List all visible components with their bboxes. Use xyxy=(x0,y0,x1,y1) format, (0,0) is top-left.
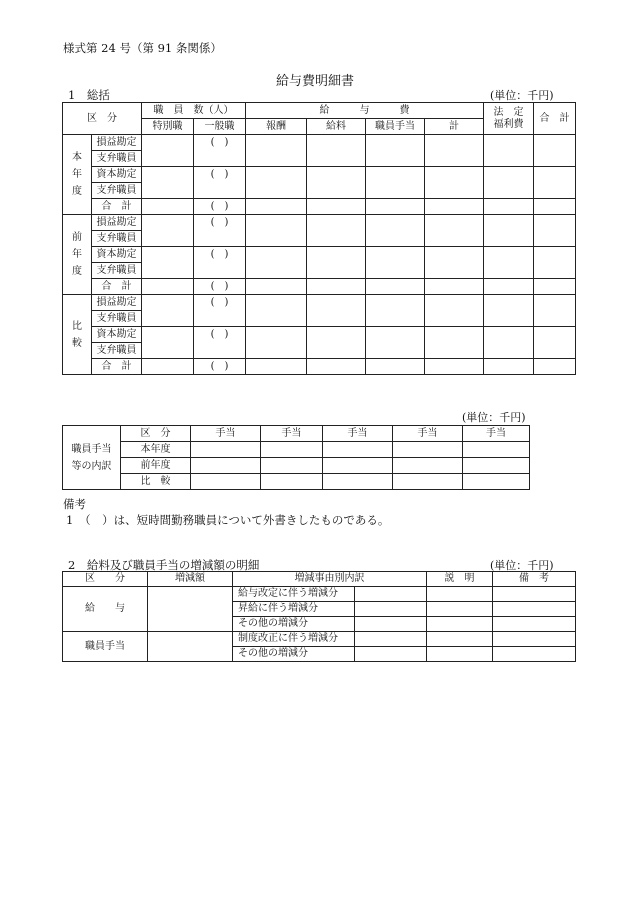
table-cell xyxy=(493,647,576,662)
table-cell xyxy=(493,587,576,602)
table-cell xyxy=(246,199,307,215)
s2-header-jiyu: 増減事由別内訳 xyxy=(233,572,427,587)
table-cell xyxy=(307,359,366,375)
table-cell xyxy=(484,359,534,375)
table-cell xyxy=(307,279,366,295)
allowance-unit: (単位：千円) xyxy=(462,411,526,424)
row-label: 資本勘定 xyxy=(92,167,142,183)
table-cell xyxy=(484,279,534,295)
table-cell xyxy=(393,458,463,474)
allowance-row-label: 本年度 xyxy=(121,442,191,458)
table-cell xyxy=(246,215,307,247)
table-cell xyxy=(425,215,484,247)
table-cell xyxy=(425,359,484,375)
row-label: 支弁職員 xyxy=(92,343,142,359)
table-cell xyxy=(534,135,576,167)
s2-kyuyo-label: 給 与 xyxy=(63,587,148,632)
table-cell xyxy=(534,167,576,199)
row-label: 損益勘定 xyxy=(92,135,142,151)
table-cell xyxy=(534,247,576,279)
allowance-col-4: 手当 xyxy=(393,426,463,442)
table-cell xyxy=(355,587,427,602)
table-cell xyxy=(142,167,194,199)
table-cell xyxy=(366,167,425,199)
table-cell xyxy=(142,247,194,279)
row-label: 支弁職員 xyxy=(92,263,142,279)
table-cell xyxy=(425,279,484,295)
table-cell xyxy=(355,647,427,662)
header-houtei-fukurihi: 法 定 福利費 xyxy=(484,103,534,135)
table-cell xyxy=(355,617,427,632)
row-label: 資本勘定 xyxy=(92,327,142,343)
s2-header-setsumei: 説 明 xyxy=(427,572,493,587)
table-cell xyxy=(307,135,366,167)
table-cell xyxy=(191,458,261,474)
header-staff-count: 職 員 数（人） xyxy=(142,103,246,119)
table-cell xyxy=(534,279,576,295)
table-cell xyxy=(484,327,534,359)
header-ippan: 一般職 xyxy=(194,119,246,135)
s2-header-zougen: 増減額 xyxy=(148,572,233,587)
table-cell xyxy=(463,474,530,490)
table-cell xyxy=(534,295,576,327)
table-cell xyxy=(366,215,425,247)
table-cell xyxy=(307,215,366,247)
table-cell xyxy=(425,199,484,215)
table-cell xyxy=(246,359,307,375)
table-cell xyxy=(534,359,576,375)
paren-cell: ( ) xyxy=(194,135,246,167)
row-label: 損益勘定 xyxy=(92,295,142,311)
table-cell xyxy=(425,295,484,327)
table-cell xyxy=(307,199,366,215)
paren-cell: ( ) xyxy=(194,247,246,279)
subtotal-label: 合 計 xyxy=(92,199,142,215)
table-cell xyxy=(427,602,493,617)
table-cell xyxy=(534,327,576,359)
allowance-table xyxy=(62,425,530,490)
table-cell xyxy=(493,602,576,617)
table-cell xyxy=(493,632,576,647)
row-label: 資本勘定 xyxy=(92,247,142,263)
table-cell xyxy=(246,279,307,295)
table-cell xyxy=(463,458,530,474)
notes-heading: 備考 xyxy=(63,497,86,511)
subtotal-label: 合 計 xyxy=(92,359,142,375)
allowance-row-label: 比 較 xyxy=(121,474,191,490)
notes-item-1: 1 （ ）は、短時間勤務職員について外書きしたものである。 xyxy=(66,513,390,527)
row-label: 損益勘定 xyxy=(92,215,142,231)
table-cell xyxy=(484,135,534,167)
allowance-col-1: 手当 xyxy=(191,426,261,442)
allowance-col-2: 手当 xyxy=(261,426,323,442)
subtotal-label: 合 計 xyxy=(92,279,142,295)
table-cell xyxy=(366,279,425,295)
table-cell xyxy=(425,327,484,359)
table-cell xyxy=(191,442,261,458)
table-cell xyxy=(393,442,463,458)
group-label: 本 年 度 xyxy=(63,135,92,215)
table-cell xyxy=(425,135,484,167)
row-label: 支弁職員 xyxy=(92,231,142,247)
table-cell xyxy=(246,247,307,279)
table-cell xyxy=(142,199,194,215)
header-kubun: 区 分 xyxy=(63,103,142,135)
table-cell xyxy=(142,279,194,295)
table-cell xyxy=(261,458,323,474)
allowance-row-label: 前年度 xyxy=(121,458,191,474)
paren-cell: ( ) xyxy=(194,279,246,295)
table-cell xyxy=(427,617,493,632)
paren-cell: ( ) xyxy=(194,167,246,199)
header-kyuyohi: 給 与 費 xyxy=(246,103,484,119)
paren-cell: ( ) xyxy=(194,215,246,247)
section2-heading: 2 給料及び職員手当の増減額の明細 xyxy=(68,558,260,572)
table-cell xyxy=(142,215,194,247)
form-number: 様式第 24 号（第 91 条関係） xyxy=(63,41,222,55)
table-cell xyxy=(148,632,233,662)
table-cell xyxy=(246,295,307,327)
table-cell xyxy=(323,458,393,474)
table-cell xyxy=(246,135,307,167)
s2-reason: 給与改定に伴う増減分 xyxy=(233,587,355,602)
table-cell xyxy=(366,199,425,215)
s2-header-biko: 備 考 xyxy=(493,572,576,587)
group-label: 前 年 度 xyxy=(63,215,92,295)
table-cell xyxy=(484,247,534,279)
table-cell xyxy=(307,295,366,327)
table-cell xyxy=(366,327,425,359)
table-cell xyxy=(427,632,493,647)
table-cell xyxy=(148,587,233,632)
table-cell xyxy=(142,295,194,327)
summary-table xyxy=(62,102,576,375)
group-label: 比 較 xyxy=(63,295,92,375)
table-cell xyxy=(484,295,534,327)
table-cell xyxy=(355,632,427,647)
table-cell xyxy=(246,167,307,199)
table-cell xyxy=(142,359,194,375)
table-cell xyxy=(323,442,393,458)
table-cell xyxy=(484,215,534,247)
table-cell xyxy=(307,327,366,359)
table-cell xyxy=(142,135,194,167)
table-cell xyxy=(534,199,576,215)
s2-reason: 昇給に伴う増減分 xyxy=(233,602,355,617)
table-cell xyxy=(307,167,366,199)
table-cell xyxy=(366,135,425,167)
table-cell xyxy=(425,167,484,199)
row-label: 支弁職員 xyxy=(92,183,142,199)
table-cell xyxy=(534,215,576,247)
table-cell xyxy=(191,474,261,490)
table-cell xyxy=(427,647,493,662)
table-cell xyxy=(366,359,425,375)
table-cell xyxy=(261,474,323,490)
document-title: 給与費明細書 xyxy=(275,74,354,89)
table-cell xyxy=(246,327,307,359)
table-cell xyxy=(493,617,576,632)
table-cell xyxy=(484,199,534,215)
section1-unit: (単位：千円) xyxy=(490,89,554,102)
row-label: 支弁職員 xyxy=(92,311,142,327)
allowance-col-3: 手当 xyxy=(323,426,393,442)
row-label: 支弁職員 xyxy=(92,151,142,167)
table-cell xyxy=(366,295,425,327)
header-kyuryo: 給料 xyxy=(307,119,366,135)
s2-reason: 制度改正に伴う増減分 xyxy=(233,632,355,647)
paren-cell: ( ) xyxy=(194,295,246,327)
section2-unit: (単位：千円) xyxy=(490,559,554,572)
s2-reason: その他の増減分 xyxy=(233,647,355,662)
allowance-side-label: 職員手当 等の内訳 xyxy=(63,426,121,490)
paren-cell: ( ) xyxy=(194,199,246,215)
paren-cell: ( ) xyxy=(194,359,246,375)
header-kei: 計 xyxy=(425,119,484,135)
table-cell xyxy=(427,587,493,602)
header-tokubetsu: 特別職 xyxy=(142,119,194,135)
change-detail-table xyxy=(62,571,576,662)
table-cell xyxy=(142,327,194,359)
table-cell xyxy=(323,474,393,490)
table-cell xyxy=(366,247,425,279)
s2-teate-label: 職員手当 xyxy=(63,632,148,662)
paren-cell: ( ) xyxy=(194,327,246,359)
table-cell xyxy=(484,167,534,199)
table-cell xyxy=(261,442,323,458)
table-cell xyxy=(463,442,530,458)
allowance-col-5: 手当 xyxy=(463,426,530,442)
section1-heading: 1 総括 xyxy=(68,88,110,102)
header-total: 合 計 xyxy=(534,103,576,135)
header-hoshu: 報酬 xyxy=(246,119,307,135)
table-cell xyxy=(425,247,484,279)
table-cell xyxy=(355,602,427,617)
table-cell xyxy=(393,474,463,490)
s2-header-kubun: 区 分 xyxy=(63,572,148,587)
allowance-header-kubun: 区 分 xyxy=(121,426,191,442)
table-cell xyxy=(307,247,366,279)
s2-reason: その他の増減分 xyxy=(233,617,355,632)
header-teate: 職員手当 xyxy=(366,119,425,135)
